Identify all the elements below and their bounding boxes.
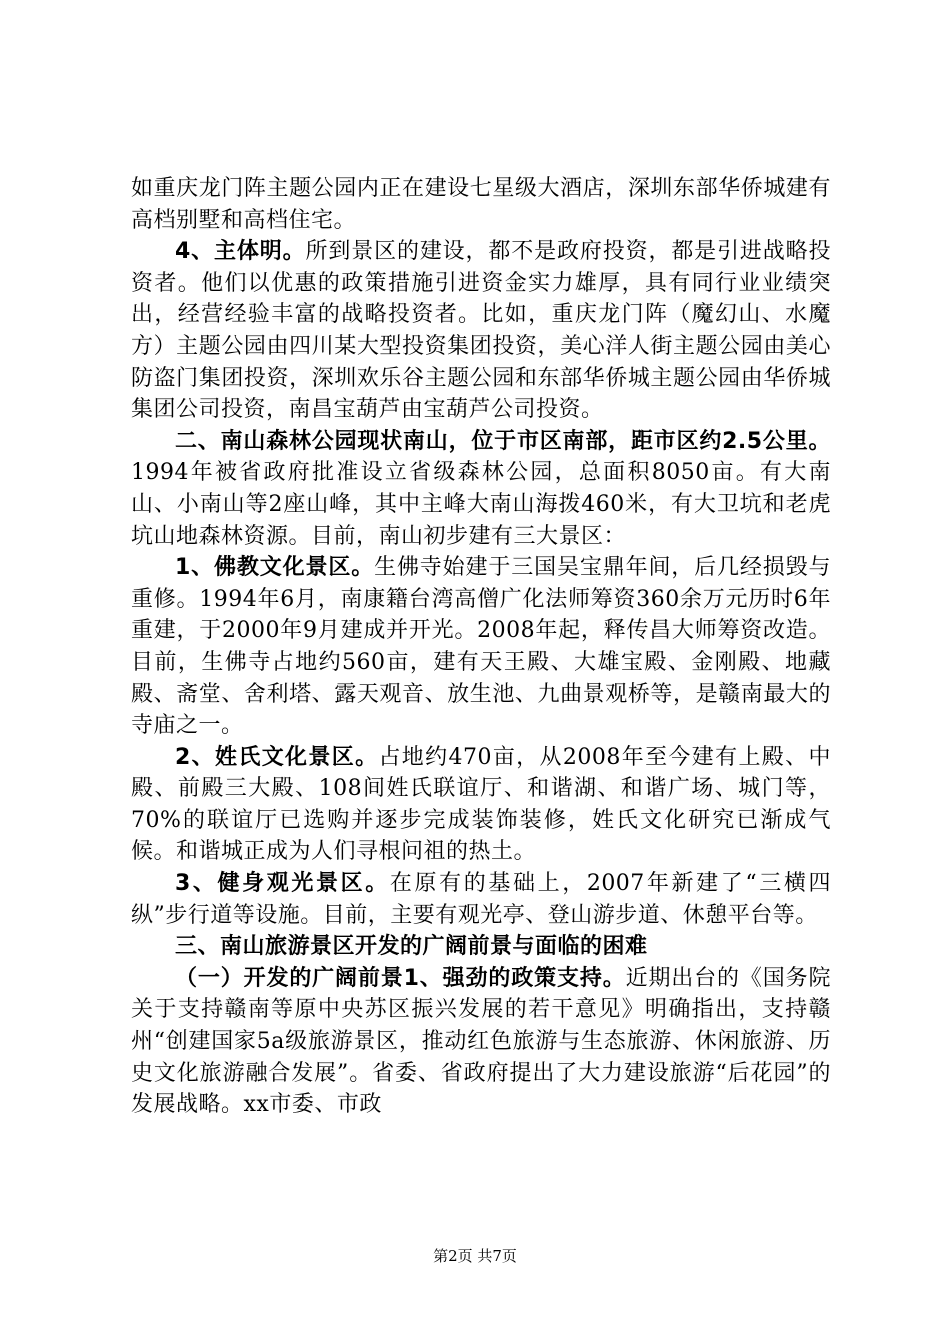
paragraph-heading: 4、主体明。 — [175, 239, 306, 265]
paragraph-heading: 三、南山旅游景区开发的广阔前景与面临的困难 — [175, 934, 648, 960]
paragraph-heading: 3、健身观光景区。 — [175, 871, 390, 897]
paragraph — [131, 552, 831, 742]
paragraph-heading: （一）开发的广阔前景1、强劲的政策支持。 — [175, 965, 626, 991]
paragraph-heading: 1、佛教文化景区。 — [175, 555, 375, 581]
paragraph — [131, 868, 831, 931]
paragraph-text: 所到景区的建设，都不是政府投资，都是引进战略投资者。他们以优惠的政策措施引进资金实力雄厚，具有同行业业绩突出，经营经验丰富的战略投资者。比如，重庆龙门阵（魔幻山、水魔方）主题公园由四川某大型投资集团投资，美心洋人街主题公园由美心防盗门集团投资，深圳欢乐谷主题公园和东部华侨城主题公园由华侨城集团公司投资，南昌宝葫芦由宝葫芦公司投资。 — [131, 239, 831, 423]
paragraph-text: 1994年被省政府批准设立省级森林公园，总面积8050亩。有大南山、小南山等2座山峰，其中主峰大南山海拨460米，有大卫坑和老虎坑山地森林资源。目前，南山初步建有三大景区： — [131, 460, 831, 549]
paragraph-text: 如重庆龙门阵主题公园内正在建设七星级大酒店，深圳东部华侨城建有高档别墅和高档住宅。 — [131, 176, 831, 233]
paragraph-text: 近期出台的《国务院关于支持赣南等原中央苏区振兴发展的若干意见》明确指出，支持赣州“创建国家5a级旅游景区，推动红色旅游与生态旅游、休闲旅游、历史文化旅游融合发展”。省委、省政府提出了大力建设旅游“后花园”的发展战略。xx市委、市政 — [131, 965, 831, 1118]
document-body — [131, 173, 831, 1121]
paragraph — [131, 426, 831, 552]
paragraph-text: 占地约470亩，从2008年至今建有上殿、中殿、前殿三大殿、108间姓氏联谊厅、和谐湖、和谐广场、城门等，70%的联谊厅已选购并逐步完成装饰装修，姓氏文化研究已渐成气候。和谐城正成为人们寻根问祖的热土。 — [131, 744, 832, 865]
section-heading — [131, 931, 831, 963]
paragraph — [131, 742, 831, 868]
paragraph — [131, 173, 831, 236]
page-footer: 第2页 共7页 — [433, 1247, 517, 1265]
paragraph — [131, 963, 831, 1121]
paragraph-text: 生佛寺始建于三国吴宝鼎年间，后几经损毁与重修。1994年6月，南康籍台湾高僧广化法师筹资360余万元历时6年重建，于2000年9月建成并开光。2008年起，释传昌大师筹资改造。目前，生佛寺占地约560亩，建有天王殿、大雄宝殿、金刚殿、地藏殿、斋堂、舍利塔、露天观音、放生池、九曲景观桥等，是赣南最大的寺庙之一。 — [131, 555, 831, 739]
paragraph-text: 在原有的基础上，2007年新建了“三横四纵”步行道等设施。目前，主要有观光亭、登山游步道、休憩平台等。 — [131, 871, 831, 928]
paragraph-heading: 2、姓氏文化景区。 — [175, 744, 379, 770]
paragraph-heading: 二、南山森林公园现状南山，位于市区南部，距市区约2.5公里。 — [175, 428, 831, 454]
paragraph — [131, 236, 831, 426]
